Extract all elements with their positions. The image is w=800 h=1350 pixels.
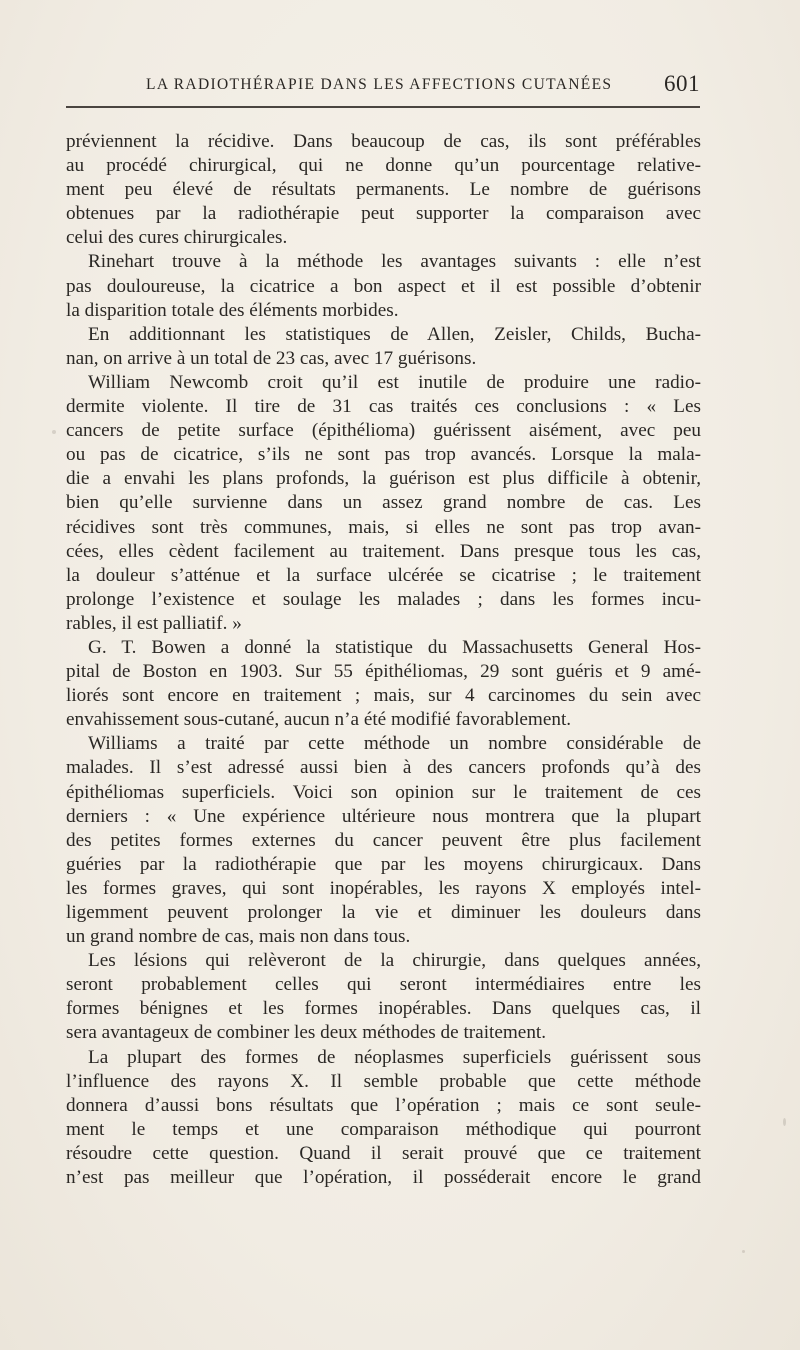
text-line: liorés sont encore en traitement ; mais, sur 4 carcinomes du sein avec [66, 685, 701, 707]
text-line: résoudre cette question. Quand il serait prouvé que ce traitement [66, 1142, 701, 1164]
running-head [66, 72, 700, 102]
text-line: En additionnant les statistiques de Allen, Zeisler, Childs, Bucha- [88, 323, 701, 345]
text-line: ment peu élevé de résultats permanents. Le nombre de guérisons [66, 179, 701, 201]
page-number: 601 [664, 71, 700, 96]
text-line: ment le temps et une comparaison méthodique qui pourront [66, 1118, 701, 1140]
text-line: envahissement sous-cutané, aucun n’a été modifié favorablement. [66, 709, 572, 731]
text-line: rables, il est palliatif. » [66, 612, 242, 634]
text-line: ligemment peuvent prolonger la vie et diminuer les douleurs dans [66, 902, 701, 923]
body-text [66, 130, 701, 1190]
text-line: la disparition totale des éléments morbides. [66, 299, 399, 321]
text-line: préviennent la récidive. Dans beaucoup de cas, ils sont préférables [66, 131, 701, 152]
text-line: die a envahi les plans profonds, la guérison est plus difficile à obtenir, [66, 468, 701, 490]
text-line: cancers de petite surface (épithélioma) guérissent aisément, avec peu [66, 420, 701, 442]
text-line: seront probablement celles qui seront intermédiaires entre les [66, 974, 701, 996]
text-line: cées, elles cèdent facilement au traitement. Dans presque tous les cas, [66, 540, 701, 562]
text-line: prolonge l’existence et soulage les malades ; dans les formes incu- [66, 588, 701, 610]
text-line: G. T. Bowen a donné la statistique du Massachusetts General Hos- [88, 636, 701, 658]
text-line: bien qu’elle survienne dans un assez grand nombre de cas. Les [66, 492, 701, 514]
text-line: William Newcomb croit qu’il est inutile de produire une radio- [88, 371, 701, 393]
paper-speck [783, 1118, 786, 1126]
paper-speck [52, 430, 56, 434]
running-title: LA RADIOTHÉRAPIE DANS LES AFFECTIONS CUTANÉES [146, 76, 613, 93]
text-line: pital de Boston en 1903. Sur 55 épithéliomas, 29 sont guéris et 9 amé- [66, 661, 701, 683]
text-line: au procédé chirurgical, qui ne donne qu’un pourcentage relative- [66, 155, 701, 177]
text-line: n’est pas meilleur que l’opération, il posséderait encore le grand [66, 1167, 701, 1189]
text-line: la douleur s’atténue et la surface ulcérée se cicatrise ; le traitement [66, 564, 701, 586]
text-line: malades. Il s’est adressé aussi bien à des cancers profonds qu’à des [66, 757, 701, 779]
text-line: sera avantageux de combiner les deux méthodes de traitement. [66, 1022, 547, 1044]
text-line: Les lésions qui relèveront de la chirurgie, dans quelques années, [88, 950, 701, 972]
header-rule [66, 106, 700, 108]
paper-speck [742, 1250, 745, 1253]
text-line: ou pas de cicatrice, s’ils ne sont pas trop avancés. Lorsque la mala- [66, 444, 701, 466]
text-line: derniers : « Une expérience ultérieure nous montrera que la plupart [66, 805, 701, 827]
text-line: guéries par la radiothérapie que par les moyens chirurgicaux. Dans [66, 853, 701, 875]
text-line: des petites formes externes du cancer peuvent être plus facilement [66, 829, 701, 851]
text-line: les formes graves, qui sont inopérables, les rayons X employés intel- [66, 877, 701, 899]
text-line: donnera d’aussi bons résultats que l’opération ; mais ce sont seule- [66, 1094, 701, 1116]
text-line: nan, on arrive à un total de 23 cas, avec 17 guérisons. [66, 347, 477, 369]
text-line: formes bénignes et les formes inopérables. Dans quelques cas, il [66, 998, 701, 1020]
text-line: Williams a traité par cette méthode un nombre considérable de [88, 733, 701, 755]
text-line: récidives sont très communes, mais, si elles ne sont pas trop avan- [66, 516, 701, 538]
text-line: un grand nombre de cas, mais non dans tous. [66, 926, 411, 948]
text-line: La plupart des formes de néoplasmes superficiels guérissent sous [88, 1046, 701, 1068]
text-line: l’influence des rayons X. Il semble probable que cette méthode [66, 1070, 701, 1092]
text-line: dermite violente. Il tire de 31 cas traités ces conclusions : « Les [66, 396, 701, 418]
text-line: celui des cures chirurgicales. [66, 227, 288, 249]
text-line: épithéliomas superficiels. Voici son opinion sur le traitement de ces [66, 781, 701, 803]
text-line: Rinehart trouve à la méthode les avantages suivants : elle n’est [88, 251, 701, 273]
text-line: pas douloureuse, la cicatrice a bon aspect et il est possible d’obtenir [66, 275, 701, 297]
text-line: obtenues par la radiothérapie peut supporter la comparaison avec [66, 203, 701, 225]
